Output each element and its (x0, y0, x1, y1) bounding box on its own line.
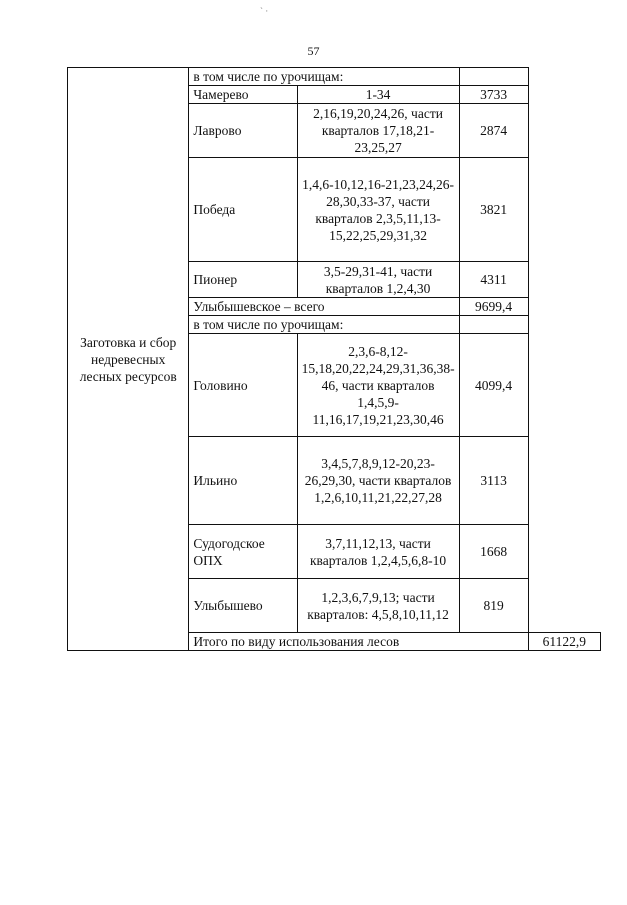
forest-use-table (67, 67, 601, 651)
quarters-cell: 1,2,3,6,7,9,13; части кварталов: 4,5,8,10,11,12 (297, 579, 459, 633)
tract-name: Пионер (189, 262, 297, 298)
area-cell (459, 316, 528, 334)
quarters-cell: 1-34 (297, 86, 459, 104)
quarters-cell: 1,4,6-10,12,16-21,23,24,26-28,30,33-37, части кварталов 2,3,5,11,13-15,22,25,29,31,32 (297, 158, 459, 262)
area-cell: 4099,4 (459, 334, 528, 437)
area-cell: 3113 (459, 437, 528, 525)
subheading: в том числе по урочищам: (189, 68, 459, 86)
scan-mark: ` · (260, 6, 269, 16)
tract-name: Улыбышево (189, 579, 297, 633)
tract-name: Судогодское ОПХ (189, 525, 297, 579)
quarters-cell: 2,16,19,20,24,26, части кварталов 17,18,21-23,25,27 (297, 104, 459, 158)
quarters-cell: 3,7,11,12,13, части кварталов 1,2,4,5,6,8-10 (297, 525, 459, 579)
tract-name: Ильино (189, 437, 297, 525)
tract-name: Лаврово (189, 104, 297, 158)
activity-cell: Заготовка и сбор недревесных лесных ресурсов (68, 68, 189, 651)
area-cell: 2874 (459, 104, 528, 158)
quarters-cell: 3,4,5,7,8,9,12-20,23-26,29,30, части кварталов 1,2,6,10,11,21,22,27,28 (297, 437, 459, 525)
area-cell (459, 68, 528, 86)
area-cell: 819 (459, 579, 528, 633)
quarters-cell: 3,5-29,31-41, части кварталов 1,2,4,30 (297, 262, 459, 298)
table-row (68, 68, 601, 86)
quarters-cell: 2,3,6-8,12-15,18,20,22,24,29,31,36,38-46, части кварталов 1,4,5,9-11,16,17,19,21,23,30,46 (297, 334, 459, 437)
area-cell: 3733 (459, 86, 528, 104)
tract-name: Победа (189, 158, 297, 262)
area-cell: 4311 (459, 262, 528, 298)
total-label: Итого по виду использования лесов (189, 633, 528, 651)
total-area: 61122,9 (528, 633, 600, 651)
area-cell: 1668 (459, 525, 528, 579)
area-cell: 3821 (459, 158, 528, 262)
subtotal-label: Улыбышевское – всего (189, 298, 459, 316)
subheading: в том числе по урочищам: (189, 316, 459, 334)
tract-name: Головино (189, 334, 297, 437)
page-number: 57 (307, 44, 320, 58)
tract-name: Чамерево (189, 86, 297, 104)
area-cell: 9699,4 (459, 298, 528, 316)
